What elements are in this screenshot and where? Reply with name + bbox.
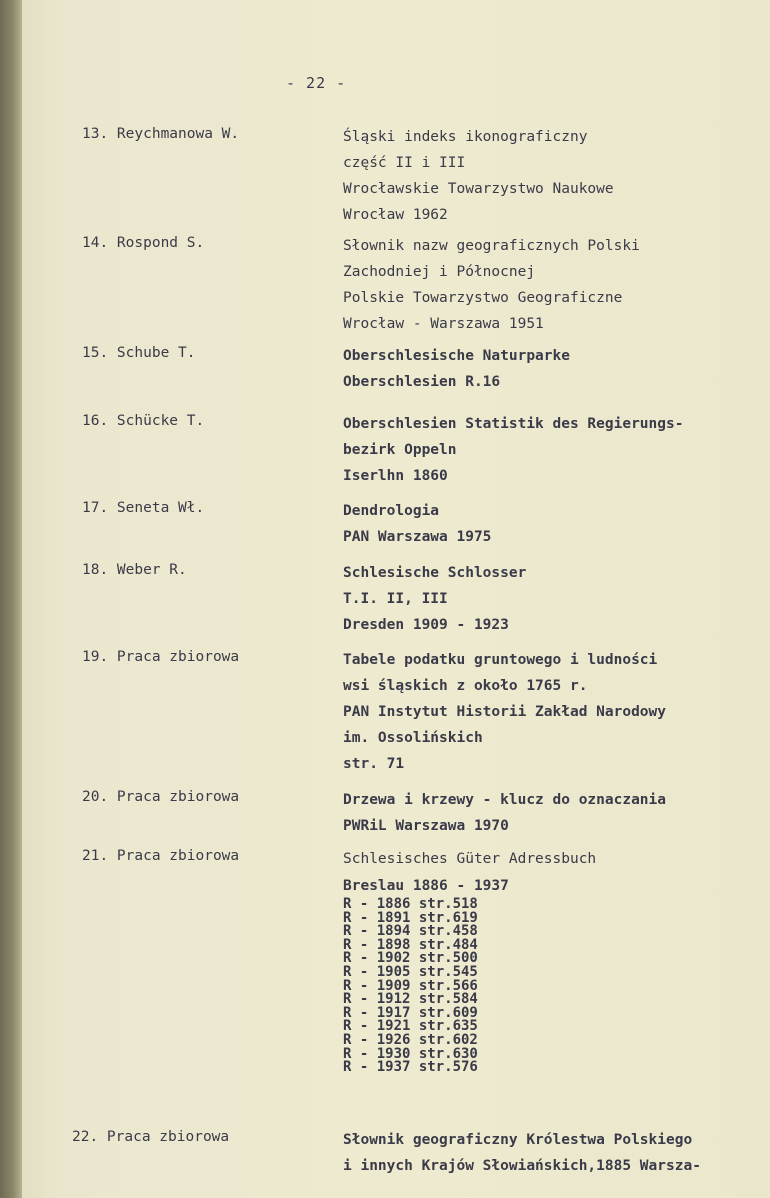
entry-label: 18. Weber R.: [82, 562, 187, 578]
binding-shadow: [0, 0, 22, 1198]
year-row: R - 1886 str.518: [343, 896, 478, 912]
entry-line: i innych Krajów Słowiańskich,1885 Warsza-: [343, 1158, 701, 1174]
entry-label: 19. Praca zbiorowa: [82, 649, 240, 665]
entry-line: Śląski indeks ikonograficzny: [343, 129, 588, 145]
entry-label: 20. Praca zbiorowa: [82, 789, 240, 805]
entry-label: 17. Seneta Wł.: [82, 500, 205, 516]
entry-line: Oberschlesische Naturparke: [343, 348, 570, 364]
entry-line: PAN Warszawa 1975: [343, 529, 492, 545]
entry-line: Iserlhn 1860: [343, 468, 448, 484]
entry-line: Schlesische Schlosser: [343, 565, 527, 581]
page-number: - 22 -: [286, 74, 347, 92]
entry-line: Tabele podatku gruntowego i ludności: [343, 652, 658, 668]
entry-line: Oberschlesien R.16: [343, 374, 501, 390]
entry-body: [343, 411, 683, 489]
entry-body: [343, 560, 526, 638]
year-row: R - 1926 str.602: [343, 1031, 478, 1048]
year-row: R - 1937 str.576: [343, 1059, 478, 1076]
year-row: R - 1891 str.619: [343, 909, 478, 926]
year-row: R - 1902 str.500: [343, 950, 478, 967]
entry-label: 22. Praca zbiorowa: [72, 1129, 230, 1145]
year-row: R - 1917 str.609: [343, 1004, 478, 1021]
entry-body: [343, 124, 614, 228]
entry-body: [343, 787, 666, 839]
entry-line: Zachodniej i Północnej: [343, 264, 536, 280]
entry-line: wsi śląskich z około 1765 r.: [343, 678, 588, 694]
entry-line: część II i III: [343, 155, 466, 171]
entry-label: 14. Rospond S.: [82, 235, 205, 251]
entry-line: Wrocławskie Towarzystwo Naukowe: [343, 181, 614, 197]
entry-line: PAN Instytut Historii Zakład Narodowy: [343, 704, 667, 720]
entry-line: Dendrologia: [343, 503, 440, 519]
entry-label: 15. Schube T.: [82, 345, 196, 361]
entry-body: [343, 1127, 701, 1179]
entry-label: 16. Schücke T.: [82, 413, 205, 429]
entry-body: [343, 498, 491, 550]
entry-line: PWRiL Warszawa 1970: [343, 818, 509, 834]
entry-line: Breslau 1886 - 1937: [343, 878, 509, 894]
year-row: R - 1898 str.484: [343, 936, 478, 953]
year-row: R - 1921 str.635: [343, 1018, 478, 1035]
entry-line: bezirk Oppeln: [343, 442, 457, 458]
entry-line: Wrocław 1962: [343, 207, 448, 223]
entry-body: [343, 647, 666, 777]
entry-label: 21. Praca zbiorowa: [82, 848, 240, 864]
entry-line: str. 71: [343, 756, 405, 772]
entry-line: Słownik nazw geograficznych Polski: [343, 238, 640, 254]
entry-line: Schlesisches Güter Adressbuch: [343, 851, 597, 867]
entry-line: im. Ossolińskich: [343, 730, 483, 746]
year-row: R - 1894 str.458: [343, 923, 478, 940]
entry-body: [343, 343, 570, 395]
entry-line: Dresden 1909 - 1923: [343, 617, 509, 633]
entry-line: Oberschlesien Statistik des Regierungs-: [343, 416, 684, 432]
year-row: R - 1905 str.545: [343, 963, 478, 980]
entry-line: Drzewa i krzewy - klucz do oznaczania: [343, 792, 667, 808]
entry-body: [343, 846, 596, 1075]
year-row: R - 1912 str.584: [343, 991, 478, 1008]
year-row: R - 1909 str.566: [343, 977, 478, 994]
entry-line: Wrocław - Warszawa 1951: [343, 316, 544, 332]
year-row: R - 1930 str.630: [343, 1045, 478, 1062]
entry-body: [343, 233, 640, 337]
entry-line: T.I. II, III: [343, 591, 448, 607]
year-list: [343, 898, 596, 1075]
entry-label: 13. Reychmanowa W.: [82, 126, 240, 142]
entry-line: Polskie Towarzystwo Geograficzne: [343, 290, 623, 306]
entry-line: Słownik geograficzny Królestwa Polskiego: [343, 1132, 693, 1148]
